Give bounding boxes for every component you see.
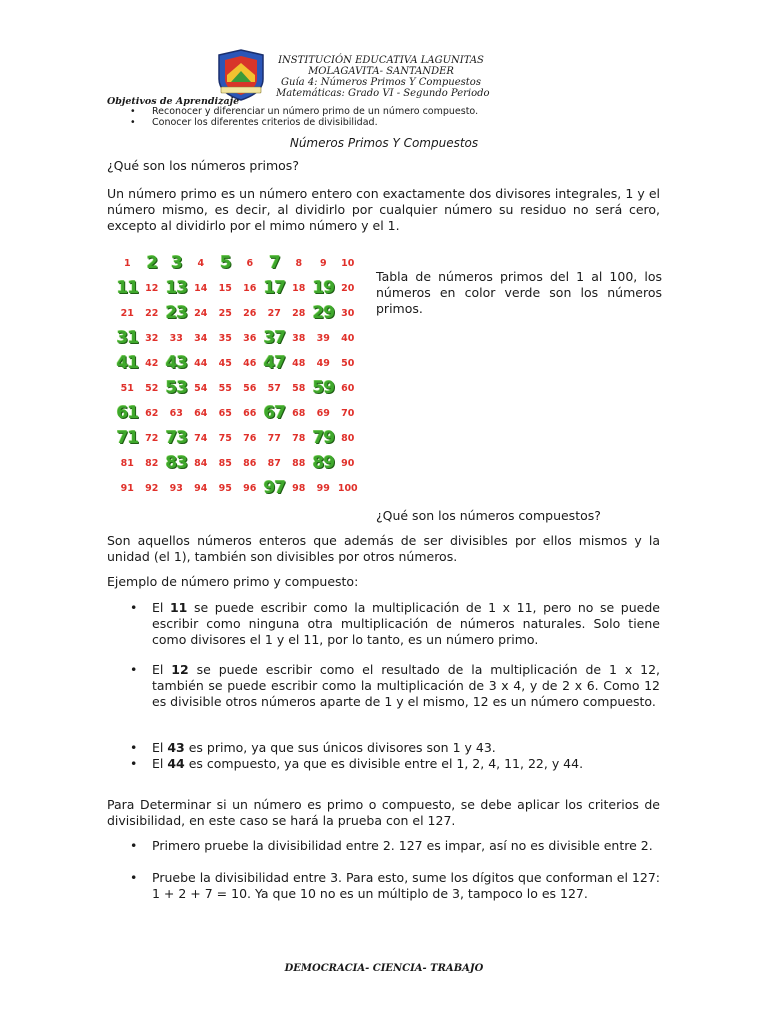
example-text: es compuesto, ya que es divisible entre el 1, 2, 4, 11, 22, y 44. bbox=[184, 756, 584, 771]
composite-number-cell: 22 bbox=[145, 308, 159, 319]
objectives-title: Objetivos de Aprendizaje bbox=[107, 96, 240, 107]
composite-number-cell: 77 bbox=[267, 433, 281, 444]
criteria-item bbox=[130, 838, 660, 854]
prime-number-cell: 61 bbox=[116, 403, 139, 423]
composite-number-cell: 82 bbox=[145, 458, 159, 469]
composite-number-cell: 75 bbox=[218, 433, 232, 444]
composite-number-cell: 44 bbox=[194, 358, 208, 369]
prime-number-cell: 53 bbox=[165, 378, 188, 398]
composite-number-cell: 74 bbox=[194, 433, 208, 444]
table-caption: Tabla de números primos del 1 al 100, los números en color verde son los números primos. bbox=[376, 269, 662, 316]
composite-number-cell: 51 bbox=[120, 383, 134, 394]
prime-number-cell: 73 bbox=[165, 428, 188, 448]
composite-number-cell: 66 bbox=[243, 408, 257, 419]
composite-number-cell: 68 bbox=[292, 408, 306, 419]
prime-number-cell: 5 bbox=[219, 253, 231, 273]
example-text: se puede escribir como la multiplicación de 1 x 11, pero no se puede escribir como ninguna otra multiplicación de números naturales. Solo tiene como divisores el 1 y el 11, por lo tanto, es un número primo. bbox=[152, 600, 660, 647]
prime-number-cell: 43 bbox=[165, 353, 188, 373]
prime-number-cell: 19 bbox=[312, 278, 335, 298]
bullet: • bbox=[130, 662, 138, 677]
guide-title: Guía 4: Números Primos Y Compuestos bbox=[281, 77, 481, 88]
prime-number-cell: 37 bbox=[263, 328, 286, 348]
institution-header bbox=[276, 55, 490, 99]
composite-number-cell: 21 bbox=[120, 308, 134, 319]
question-primes: ¿Qué son los números primos? bbox=[107, 158, 299, 173]
composite-number-cell: 54 bbox=[194, 383, 208, 394]
subject-grade: Matemáticas: Grado VI - Segundo Periodo bbox=[276, 88, 490, 99]
composite-number-cell: 45 bbox=[218, 358, 232, 369]
example-number: 44 bbox=[167, 756, 185, 771]
composite-number-cell: 4 bbox=[197, 258, 205, 269]
institution-location: MOLAGAVITA- SANTANDER bbox=[308, 66, 454, 77]
example-number: 12 bbox=[171, 662, 189, 677]
prime-number-cell: 23 bbox=[165, 303, 188, 323]
composite-number-cell: 58 bbox=[292, 383, 306, 394]
prime-number-cell: 59 bbox=[312, 378, 335, 398]
composite-number-cell: 80 bbox=[341, 433, 355, 444]
composite-number-cell: 40 bbox=[341, 333, 355, 344]
prime-number-cell: 79 bbox=[312, 428, 335, 448]
composite-number-cell: 27 bbox=[267, 308, 281, 319]
composite-number-cell: 72 bbox=[145, 433, 159, 444]
composite-number-cell: 35 bbox=[218, 333, 232, 344]
composite-number-cell: 62 bbox=[145, 408, 159, 419]
composite-number-cell: 6 bbox=[246, 258, 254, 269]
institution-name: INSTITUCIÓN EDUCATIVA LAGUNITAS bbox=[278, 55, 484, 66]
prime-number-cell: 97 bbox=[263, 478, 286, 498]
composite-number-cell: 99 bbox=[316, 483, 330, 494]
composite-number-cell: 14 bbox=[194, 283, 208, 294]
composite-number-cell: 50 bbox=[341, 358, 355, 369]
composite-number-cell: 30 bbox=[341, 308, 355, 319]
prime-numbers-table bbox=[115, 251, 360, 501]
example-number: 11 bbox=[169, 600, 188, 615]
composite-number-cell: 69 bbox=[316, 408, 330, 419]
question-composites: ¿Qué son los números compuestos? bbox=[376, 508, 601, 523]
composite-number-cell: 18 bbox=[292, 283, 306, 294]
composite-number-cell: 8 bbox=[295, 258, 303, 269]
criteria-text: Pruebe la divisibilidad entre 3. Para esto, sume los dígitos que conforman el 127: 1 + 2 + 7 = 10. Ya que 10 no es un múltiplo de 3, tampoco lo es 127. bbox=[152, 870, 660, 901]
composite-number-cell: 36 bbox=[243, 333, 257, 344]
composite-number-cell: 49 bbox=[316, 358, 330, 369]
composite-number-cell: 26 bbox=[243, 308, 257, 319]
composite-number-cell: 93 bbox=[169, 483, 183, 494]
composite-number-cell: 91 bbox=[120, 483, 134, 494]
prime-number-cell: 71 bbox=[116, 428, 139, 448]
page-title: Números Primos Y Compuestos bbox=[289, 136, 479, 150]
prime-definition: Un número primo es un número entero con exactamente dos divisores integrales, 1 y el número mismo, es decir, al dividirlo por cualquier número su residuo no será cero, excepto al dividirlo por el mimo número y el 1. bbox=[107, 186, 660, 233]
composite-number-cell: 56 bbox=[243, 383, 257, 394]
composite-number-cell: 76 bbox=[243, 433, 257, 444]
composite-number-cell: 95 bbox=[218, 483, 232, 494]
prime-number-cell: 17 bbox=[263, 278, 286, 298]
prime-number-cell: 47 bbox=[263, 353, 286, 373]
example-pre: El bbox=[152, 756, 168, 771]
composite-number-cell: 63 bbox=[169, 408, 183, 419]
example-pre: El bbox=[152, 600, 170, 615]
composite-number-cell: 1 bbox=[123, 258, 131, 269]
composite-number-cell: 84 bbox=[194, 458, 208, 469]
composite-number-cell: 88 bbox=[292, 458, 306, 469]
bullet: • bbox=[130, 870, 138, 885]
bullet: • bbox=[130, 756, 138, 771]
criteria-intro: Para Determinar si un número es primo o compuesto, se debe aplicar los criterios de divisibilidad, en este caso se hará la prueba con el 127. bbox=[107, 797, 660, 828]
composite-number-cell: 81 bbox=[120, 458, 134, 469]
composite-number-cell: 16 bbox=[243, 283, 257, 294]
bullet: • bbox=[130, 600, 138, 615]
composite-number-cell: 20 bbox=[341, 283, 355, 294]
prime-number-cell: 31 bbox=[116, 328, 139, 348]
prime-number-cell: 89 bbox=[312, 453, 335, 473]
prime-number-cell: 67 bbox=[263, 403, 286, 423]
objectives-list bbox=[130, 106, 478, 128]
objective-item: • Conocer los diferentes criterios de divisibilidad. bbox=[130, 117, 478, 128]
prime-number-cell: 3 bbox=[170, 253, 182, 273]
composite-number-cell: 15 bbox=[218, 283, 232, 294]
composite-number-cell: 60 bbox=[341, 383, 355, 394]
example-item bbox=[130, 756, 660, 772]
composite-number-cell: 42 bbox=[145, 358, 159, 369]
composite-number-cell: 55 bbox=[218, 383, 232, 394]
prime-number-cell: 2 bbox=[146, 253, 158, 273]
composite-number-cell: 78 bbox=[292, 433, 306, 444]
composite-number-cell: 25 bbox=[218, 308, 232, 319]
prime-number-cell: 41 bbox=[116, 353, 139, 373]
example-intro: Ejemplo de número primo y compuesto: bbox=[107, 574, 359, 589]
composite-number-cell: 64 bbox=[194, 408, 208, 419]
composite-number-cell: 92 bbox=[145, 483, 159, 494]
example-item bbox=[130, 662, 660, 710]
prime-number-cell: 13 bbox=[165, 278, 188, 298]
composite-number-cell: 38 bbox=[292, 333, 306, 344]
criteria-text: Primero pruebe la divisibilidad entre 2. 127 es impar, así no es divisible entre 2. bbox=[152, 838, 653, 853]
composite-number-cell: 48 bbox=[292, 358, 306, 369]
prime-number-cell: 7 bbox=[268, 253, 280, 273]
composite-number-cell: 65 bbox=[218, 408, 232, 419]
composite-definition: Son aquellos números enteros que además de ser divisibles por ellos mismos y la unidad (el 1), también son divisibles por otros números. bbox=[107, 533, 660, 564]
composite-number-cell: 10 bbox=[341, 258, 355, 269]
composite-number-cell: 52 bbox=[145, 383, 159, 394]
composite-number-cell: 86 bbox=[243, 458, 257, 469]
composite-number-cell: 9 bbox=[319, 258, 327, 269]
example-item bbox=[130, 740, 660, 756]
objective-item: • Reconocer y diferenciar un número primo de un número compuesto. bbox=[130, 106, 478, 117]
composite-number-cell: 94 bbox=[194, 483, 208, 494]
example-item bbox=[130, 600, 660, 648]
bullet: • bbox=[130, 838, 138, 853]
example-pre: El bbox=[152, 740, 168, 755]
composite-number-cell: 32 bbox=[145, 333, 159, 344]
composite-number-cell: 46 bbox=[243, 358, 257, 369]
prime-number-cell: 11 bbox=[116, 278, 139, 298]
composite-number-cell: 87 bbox=[267, 458, 281, 469]
composite-number-cell: 12 bbox=[145, 283, 159, 294]
composite-number-cell: 57 bbox=[267, 383, 281, 394]
composite-number-cell: 90 bbox=[341, 458, 355, 469]
composite-number-cell: 98 bbox=[292, 483, 306, 494]
criteria-item bbox=[130, 870, 660, 902]
composite-number-cell: 28 bbox=[292, 308, 306, 319]
footer-motto: DEMOCRACIA- CIENCIA- TRABAJO bbox=[284, 963, 484, 974]
composite-number-cell: 33 bbox=[169, 333, 183, 344]
composite-number-cell: 70 bbox=[341, 408, 355, 419]
composite-number-cell: 24 bbox=[194, 308, 208, 319]
school-crest-logo bbox=[213, 49, 269, 101]
example-text: se puede escribir como el resultado de la multiplicación de 1 x 12, también se puede escribir como la multiplicación de 3 x 4, y de 2 x 6. Como 12 es divisible otros números aparte de 1 y el mismo, 12 es un número compuesto. bbox=[152, 662, 660, 709]
composite-number-cell: 100 bbox=[337, 483, 358, 494]
composite-number-cell: 96 bbox=[243, 483, 257, 494]
example-pre: El bbox=[152, 662, 172, 677]
example-text: es primo, ya que sus únicos divisores son 1 y 43. bbox=[184, 740, 496, 755]
example-number: 43 bbox=[167, 740, 185, 755]
prime-number-cell: 29 bbox=[312, 303, 335, 323]
composite-number-cell: 34 bbox=[194, 333, 208, 344]
prime-number-cell: 83 bbox=[165, 453, 188, 473]
composite-number-cell: 85 bbox=[218, 458, 232, 469]
bullet: • bbox=[130, 740, 138, 755]
composite-number-cell: 39 bbox=[316, 333, 330, 344]
